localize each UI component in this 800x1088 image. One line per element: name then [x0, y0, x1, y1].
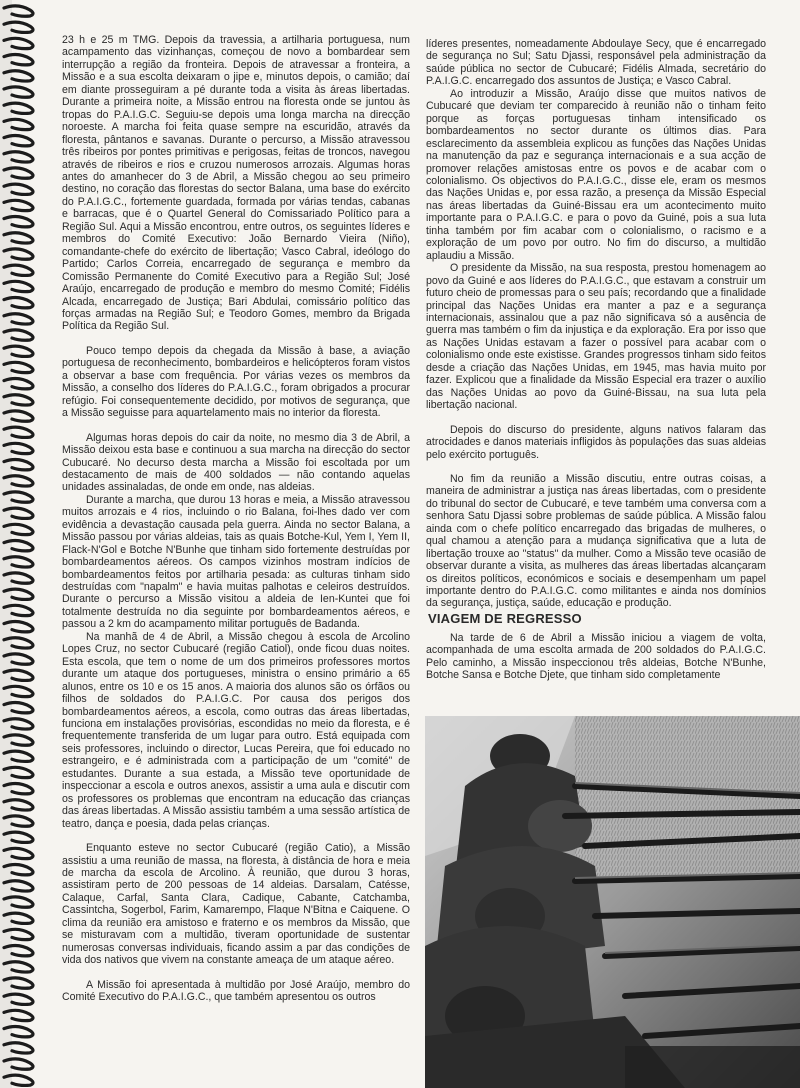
right-column-continued: [426, 632, 766, 682]
paragraph: Durante a marcha, que durou 13 horas e meia, a Missão atravessou muitos arrozais e 4 rios, incluindo o rio Balana, foi-lhes dado ver com evidência a devastação causada pela guerra. Ainda no sector Balana, a Missão passou por várias aldeias, tais as quais Botche-Kul, Yem I, Yem II, Flack-N'Gol e Botche N'Bunhe que tinham sido fortemente destruídas por bombardeamentos aéreos. Os campos vizinhos mostram indícios de bombardeamentos feitos por artilharia pesada: as culturas tinham sido destruídas com "napalm" e havia muitas palhotas e celeiros destruídos. Durante o percurso a Missão visitou a aldeia de Ien-Kuntei que foi totalmente destruída no dia seguinte por bombardeamentos aéreos, e passou a 2 km do acampamento militar português de Badanda.: [62, 493, 410, 631]
paragraph: No fim da reunião a Missão discutiu, entre outras coisas, a maneira de administrar a justiça nas áreas libertadas, com o presidente do tribunal do sector de Cubucaré, e teve também uma conversa com a senhora Satu Djassi sobre problemas de saúde pública. A Missão falou ainda com o chefe político encarregado das brigadas de mulheres, o qual chamou a atenção para a mudança significativa que a luta de libertação trouxe ao "status" da mulher. Como a Missão teve ocasião de observar durante a visita, as mulheres das áreas libertadas alcançaram os direitos políticos, económicos e sociais e desempenham um papel importante dentro do P.A.I.G.C. como militantes e ainda nos domínios da segurança, justiça, saúde, educação e produção.: [426, 472, 766, 610]
paragraph: 23 h e 25 m TMG. Depois da travessia, a artilharia portuguesa, num acampamento das vizinhanças, começou de novo a bombardear sem interrupção a região da fronteira. Depois de atravessar a fronteira, a Missão e a sua escolta deixaram o jipe e, minutos depois, o camião; daí em diante prosseguiram a pé durante toda a visita às áreas libertadas. Durante a primeira noite, a Missão entrou na floresta onde se juntou às tropas do P.A.I.G.C. Seguiu-se depois uma longa marcha na direcção noroeste. A marcha foi feita quase sempre na escuridão, através da floresta, pântanos e savanas. Durante o percurso, a Missão atravessou três ribeiros por pontes primitivas e perigosas, feitas de troncos, navegou através de ribeiros e rios e cruzou numerosos arrozais. Algumas horas antes do amanhecer do 3 de Abril, a Missão chegou ao seu primeiro destino, no coração das florestas do sector Balana, uma base do exército do P.A.I.G.C., fortemente guardada, formada por várias tendas, cabanas e barracas, que é o Quartel General do Comissariado Político para a Região Sul. Aqui a Missão encontrou, entre outros, os seguintes líderes e membros do Comité Executivo: João Bernardo Vieira (Niño), comandante-chefe do exército de libertação; Vasco Cabral, ideólogo do Partido; Carlos Correia, encarregado de segurança e membro da Comissão Permanente do Comité Executivo para a Região Sul; José Araújo, encarregado de produção e membro do mesmo Comité; Fidélis Alcada, encarregado de Justiça; Bari Abdulai, comissário político das forças armadas na Região Sul; e Teodoro Gomes, membro da Brigada Política da Região Sul.: [62, 34, 410, 333]
paragraph: Depois do discurso do presidente, alguns nativos falaram das atrocidades e danos materiais infligidos às populações das suas aldeias pelo exército português.: [426, 423, 766, 461]
left-column: [62, 34, 410, 1004]
paragraph: Na manhã de 4 de Abril, a Missão chegou à escola de Arcolino Lopes Cruz, no sector Cubucaré (região Catiol), onde ficou duas noites. Esta escola, que tem o nome de um dos primeiros professores mortos durante um ataque dos portugueses, ministra o ensino primário a 65 alunos, entre os 10 e os 15 anos. A maioria dos alunos são os órfãos ou filhos de soldados do P.A.I.G.C. Por causa dos perigos dos bombardeamentos aéreos, a escola, como outras das áreas libertadas, funciona em instalações provisórias, escondidas no meio da floresta, e é frequentemente transferida de um lugar para outro. Está equipada com seis professores, incluindo o director, Lucas Pereira, que foi educado no estrangeiro, e é administrada com a participação de um "comité" de estudantes. Durante a sua estada, a Missão teve oportunidade de inspeccionar a escola e outros anexos, assistir a uma aula e discutir com os professores os problemas que encontram na educação das crianças das áreas libertadas. A Missão assistiu também a uma sessão artística de teatro, dança e poesia, dada pelas crianças.: [62, 630, 410, 830]
soldiers-photo: [425, 716, 800, 1088]
paragraph: Pouco tempo depois da chegada da Missão à base, a aviação portuguesa de reconhecimento, bombardeiros e helicópteros foram vistos a observar a base com frequência. Por várias vezes os membros da Missão, a conselho dos líderes do P.A.I.G.C., foram obrigados a procurar refúgio. Foi consequentemente decidido, por motivos de segurança, que a Missão seguisse para aquartelamento mais no interior da floresta.: [62, 344, 410, 420]
paragraph: Enquanto esteve no sector Cubucaré (região Catio), a Missão assistiu a uma reunião de massa, na floresta, à distância de hora e meia de marcha da escola de Arcolino. À reunião, que durou 3 horas, assistiram perto de 200 pessoas de 14 aldeias. Darsalam, Catésse, Calaque, Carfal, Santa Clara, Cadique, Cabante, Catchamba, Cassintcha, Sogerbol, Farim, Kamarempo, Flaque N'Bitna e Caiquene. O clima da reunião era amistoso e fraterno e os membros da Missão, que se misturavam com a multidão, tiveram oportunidade de sustentar numerosas conversas individuais, ficando assim a par das condições de vida dos nativos que vivem na constante ameaça de um ataque aéreo.: [62, 842, 410, 967]
paragraph: Algumas horas depois do cair da noite, no mesmo dia 3 de Abril, a Missão deixou esta base e continuou a sua marcha na direcção do sector Cubucaré. No decurso desta marcha a Missão foi escoltada por um destacamento de mais de 400 soldados — não contando aquelas unidades assinaladas, de onde em onde, nas aldeias.: [62, 431, 410, 494]
paragraph: A Missão foi apresentada à multidão por José Araújo, membro do Comité Executivo do P.A.I.G.C., que também apresentou os outros: [62, 978, 410, 1004]
spiral-binding: [0, 0, 50, 1088]
right-column: [426, 38, 766, 610]
paragraph: O presidente da Missão, na sua resposta, prestou homenagem ao povo da Guiné e aos líderes do P.A.I.G.C., que estavam a construir um futuro cheio de promessas para o seu país; recordando que a finalidade principal das Nações Unidas era manter a paz e a segurança internacionais, assinalou que a paz não significava só a ausência de guerra mas também o fim da injustiça e da exploração. Era por isso que as Nações Unidas estavam a fazer o possível para acabar com o colonialismo onde este existisse. Grandes progressos tinham sido feitos desde a criação das Nações Unidas, em 1945, mas havia muito por fazer. Explicou que a finalidade da Missão Especial era trazer o auxílio das Nações Unidas ao povo da Guiné-Bissau, na sua luta pela libertação nacional.: [426, 262, 766, 412]
paragraph: Ao introduzir a Missão, Araújo disse que muitos nativos de Cubucaré que deviam ter comparecido à reunião não o tinham feito porque as forças portuguesas tinham intensificado os bombardeamentos no sector durante os últimos dias. Para esclarecimento da assembleia explicou as funções das Nações Unidas na manutenção da paz e segurança internacionais e a sua acção de promover relações amistosas entre os povos e de acabar com o colonialismo. Os objectivos do P.A.I.G.C., disse ele, eram os mesmos das Nações Unidas e, por essa razão, a presença da Missão Especial nas áreas libertadas da Guiné-Bissau era um acontecimento muito importante para o P.A.I.G.C. e para o povo da Guiné, pois a sua luta tinha também por fim acabar com o colonialismo, o racismo e a exploração de um povo por outro. No fim do discurso, a multidão aplaudiu a Missão.: [426, 87, 766, 262]
section-heading: VIAGEM DE REGRESSO: [428, 611, 582, 626]
paragraph: líderes presentes, nomeadamente Abdoulaye Secy, que é encarregado de segurança no Sul; Satu Djassi, responsável pela administração da saúde pública no sector de Cubucaré; Fidélis Almada, secretário do P.A.I.G.C. encarregado dos assuntos de Justiça; e Vasco Cabral.: [426, 38, 766, 88]
paragraph: Na tarde de 6 de Abril a Missão iniciou a viagem de volta, acompanhada de uma escolta armada de 200 soldados do P.A.I.G.C. Pelo caminho, a Missão inspeccionou três aldeias, Botche N'Bunhe, Botche Sansa e Botche Djete, que tinham sido completamente: [426, 632, 766, 682]
